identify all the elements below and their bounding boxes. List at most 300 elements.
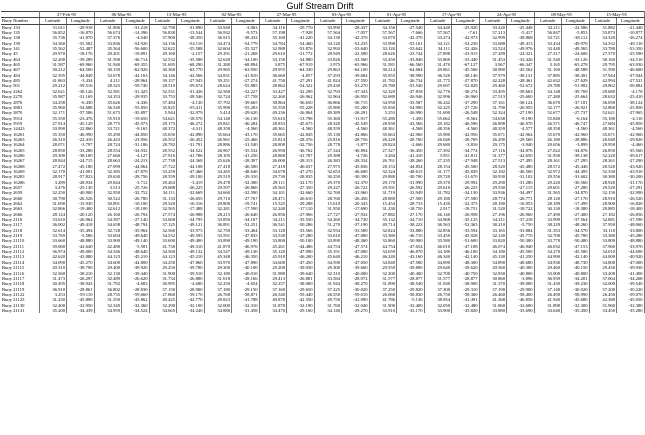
longitude-cell: -26.921	[562, 105, 590, 110]
longitude-cell: -57.823	[67, 174, 95, 179]
latitude-cell: 34.140	[314, 308, 342, 313]
latitude-cell: 36.050	[589, 100, 617, 105]
longitude-cell: -28.166	[232, 276, 260, 281]
latitude-cell: 34.180	[479, 249, 507, 254]
latitude-cell: 56.932	[204, 30, 232, 35]
longitude-cell: -31.602	[562, 174, 590, 179]
latitude-cell: 32.972	[534, 169, 562, 174]
longitude-cell: -67.127	[452, 62, 480, 67]
buoy-number-cell: Buoy 16265	[1, 148, 39, 153]
longitude-cell: -28.546	[177, 94, 205, 99]
latitude-cell: 28.833	[259, 121, 287, 126]
latitude-cell: 29.250	[149, 265, 177, 270]
longitude-cell: -68.894	[232, 62, 260, 67]
latitude-cell: 28.632	[589, 94, 617, 99]
latitude-cell: 48.361	[259, 126, 287, 131]
longitude-cell: -35.580	[177, 57, 205, 62]
latitude-cell: 31.540	[534, 57, 562, 62]
latitude-cell: 33.150	[259, 57, 287, 62]
latitude-cell: 32.604	[204, 46, 232, 51]
longitude-cell: -48.640	[232, 169, 260, 174]
latitude-cell: 32.581	[94, 89, 122, 94]
longitude-cell: -18.400	[617, 206, 645, 211]
latitude-cell: 33.820	[479, 238, 507, 243]
buoy-number-cell: Buoy 21119	[1, 287, 39, 292]
latitude-cell: 29.413	[259, 276, 287, 281]
longitude-cell: -44.163	[122, 73, 150, 78]
buoy-number-cell: Buoy 16266	[1, 153, 39, 158]
longitude-cell: -34.730	[342, 217, 370, 222]
longitude-cell: -17.499	[562, 201, 590, 206]
buoy-number-cell: Buoy 2662	[1, 201, 39, 206]
latitude-cell: 31.550	[94, 297, 122, 302]
table-row	[1, 308, 644, 313]
latitude-cell: 33.721	[94, 126, 122, 131]
latitude-cell: 26.310	[39, 137, 67, 142]
latitude-cell: 29.640	[424, 265, 452, 270]
longitude-cell: -18.100	[122, 206, 150, 211]
longitude-cell: -31.170	[617, 180, 645, 185]
latitude-cell: 36.891	[204, 222, 232, 227]
longitude-cell: -35.690	[507, 308, 535, 313]
latitude-cell: 42.632	[534, 78, 562, 83]
latitude-cell: 29.955	[259, 67, 287, 72]
longitude-cell: -38.146	[452, 73, 480, 78]
longitude-cell: -27.274	[232, 78, 260, 83]
longitude-cell: -34.932	[122, 148, 150, 153]
longitude-cell: -45.549	[342, 121, 370, 126]
longitude-cell: -26.955	[507, 105, 535, 110]
longitude-cell: -45.836	[342, 164, 370, 169]
longitude-cell: -53.350	[617, 46, 645, 51]
longitude-cell: -41.870	[67, 35, 95, 40]
longitude-cell: -49.413	[507, 41, 535, 46]
longitude-cell: -53.640	[342, 46, 370, 51]
date-header: 27-Mar-95	[259, 12, 314, 18]
longitude-cell: -36.450	[397, 148, 425, 153]
longitude-cell: -26.856	[617, 212, 645, 217]
latitude-cell: 3.875	[259, 62, 287, 67]
longitude-cell: -33.970	[617, 244, 645, 249]
latitude-cell: 33.128	[259, 228, 287, 233]
latitude-cell: 33.259	[149, 169, 177, 174]
longitude-cell: -32.669	[177, 190, 205, 195]
longitude-cell: -30.200	[617, 174, 645, 179]
latitude-cell: 29.310	[39, 265, 67, 270]
latitude-cell: 34.260	[314, 217, 342, 222]
latitude-cell: 28.559	[149, 174, 177, 179]
latitude-cell: 28.565	[259, 185, 287, 190]
longitude-cell: -37.564	[562, 217, 590, 222]
latitude-cell: 36.520	[424, 73, 452, 78]
latitude-cell: 3.289	[39, 180, 67, 185]
longitude-cell: -27.295	[562, 158, 590, 163]
longitude-cell: -40.150	[562, 265, 590, 270]
longitude-cell: -51.600	[452, 238, 480, 243]
latitude-cell: 35.671	[479, 132, 507, 137]
longitude-cell: -31.990	[397, 180, 425, 185]
longitude-cell: -28.756	[342, 137, 370, 142]
latitude-cell: 25.626	[204, 158, 232, 163]
latitude-cell: 29.263	[149, 180, 177, 185]
longitude-cell: -29.770	[287, 24, 315, 30]
longitude-cell: -3.877	[342, 142, 370, 147]
latitude-cell: 56.852	[39, 30, 67, 35]
longitude-cell: -35.820	[452, 308, 480, 313]
longitude-cell: -42.770	[177, 297, 205, 302]
latitude-cell: 34.136	[149, 41, 177, 46]
longitude-cell: -28.334	[342, 158, 370, 163]
longitude-cell: -34.870	[562, 190, 590, 195]
longitude-cell: -53.642	[397, 46, 425, 51]
latitude-cell: 30.522	[94, 196, 122, 201]
longitude-cell: -42.140	[452, 254, 480, 259]
date-header: 27-Feb-95	[39, 12, 94, 18]
longitude-cell: -43.920	[617, 164, 645, 169]
longitude-cell: -34.710	[397, 217, 425, 222]
longitude-cell: -8.562	[452, 116, 480, 121]
latitude-cell: 32.620	[204, 57, 232, 62]
longitude-cell: -64.330	[287, 67, 315, 72]
latitude-cell: 32.531	[149, 89, 177, 94]
latitude-cell: 32.300	[369, 271, 397, 276]
longitude-cell: -27.500	[452, 196, 480, 201]
latitude-cell: 39.060	[39, 244, 67, 249]
longitude-cell: -58.830	[397, 292, 425, 297]
latitude-cell: 33.380	[369, 233, 397, 238]
latitude-cell: 37.160	[259, 287, 287, 292]
latitude-cell: 32.150	[589, 190, 617, 195]
latitude-cell: 35.564	[94, 46, 122, 51]
longitude-cell: -52.365	[452, 222, 480, 227]
longitude-cell: -17.110	[287, 206, 315, 211]
longitude-cell: -45.280	[617, 233, 645, 238]
latitude-cell: 33.800	[589, 238, 617, 243]
latitude-cell: 29.800	[204, 201, 232, 206]
buoy-number-cell: Buoy 16267	[1, 158, 39, 163]
longitude-cell: -28.437	[342, 24, 370, 30]
longitude-cell: -23.915	[452, 51, 480, 56]
latitude-cell: 27.392	[424, 148, 452, 153]
longitude-cell: -55.850	[122, 105, 150, 110]
latitude-cell: 30.160	[589, 57, 617, 62]
latitude-cell: 29.680	[424, 142, 452, 147]
latitude-cell: 31.160	[534, 67, 562, 72]
longitude-cell: -32.040	[342, 303, 370, 308]
longitude-cell: -65.966	[342, 62, 370, 67]
longitude-cell: -46.284	[232, 121, 260, 126]
buoy-number-cell: Buoy 2118	[1, 228, 39, 233]
longitude-cell: -54.110	[177, 41, 205, 46]
latitude-cell: 32.793	[314, 89, 342, 94]
longitude-cell: -28.972	[342, 276, 370, 281]
latitude-cell: 36.660	[259, 73, 287, 78]
latitude-cell: 28.900	[589, 201, 617, 206]
longitude-cell: -38.432	[232, 35, 260, 40]
latitude-cell: 33.220	[479, 24, 507, 30]
latitude-cell: 32.680	[369, 94, 397, 99]
latitude-cell: 28.775	[94, 121, 122, 126]
longitude-cell: -19.650	[122, 116, 150, 121]
longitude-cell: -65.278	[562, 62, 590, 67]
latitude-cell: 54.621	[149, 116, 177, 121]
latitude-cell: 28.520	[589, 164, 617, 169]
longitude-cell: -32.370	[342, 180, 370, 185]
longitude-cell: -44.495	[562, 169, 590, 174]
longitude-cell: -21.440	[617, 24, 645, 30]
longitude-cell: -46.600	[342, 169, 370, 174]
latitude-cell: 34.156	[369, 24, 397, 30]
longitude-cell: -35.170	[397, 308, 425, 313]
longitude-cell: -47.870	[122, 169, 150, 174]
latitude-cell: 31.940	[424, 281, 452, 286]
longitude-cell: -40.900	[67, 190, 95, 195]
latitude-cell: 28.949	[314, 51, 342, 56]
longitude-cell: -10.877	[617, 30, 645, 35]
latitude-cell: 27.916	[149, 153, 177, 158]
latitude-cell: 27.513	[479, 94, 507, 99]
longitude-cell: -4.110	[617, 116, 645, 121]
longitude-cell: -25.130	[67, 185, 95, 190]
longitude-cell: -30.020	[562, 287, 590, 292]
longitude-cell: -7.666	[397, 30, 425, 35]
longitude-cell: -39.920	[122, 265, 150, 270]
longitude-cell: -29.310	[232, 174, 260, 179]
latitude-cell: 26.856	[259, 212, 287, 217]
longitude-cell: -38.540	[397, 281, 425, 286]
latitude-cell: 26.967	[204, 148, 232, 153]
longitude-cell: -32.979	[177, 110, 205, 115]
longitude-cell: -42.140	[562, 254, 590, 259]
longitude-cell: -32.752	[122, 190, 150, 195]
latitude-cell: 28.800	[259, 142, 287, 147]
longitude-cell: -50.400	[562, 238, 590, 243]
buoy-number-cell: Buoy 16283	[1, 174, 39, 179]
latitude-cell: 36.866	[314, 100, 342, 105]
longitude-cell: -54.779	[232, 41, 260, 46]
longitude-cell: -29.820	[397, 287, 425, 292]
latitude-cell: 31.520	[479, 206, 507, 211]
longitude-cell: -25.410	[617, 94, 645, 99]
latitude-cell: 32.724	[204, 94, 232, 99]
latitude-cell: 33.936	[479, 190, 507, 195]
longitude-cell: -41.788	[232, 297, 260, 302]
longitude-cell: -41.001	[67, 169, 95, 174]
buoy-number-cell: Buoy 141	[1, 46, 39, 51]
latitude-cell: 31.960	[589, 303, 617, 308]
longitude-cell: -44.854	[397, 164, 425, 169]
latitude-cell: 28.520	[479, 164, 507, 169]
latitude-cell: 36.974	[39, 249, 67, 254]
longitude-cell: -28.886	[562, 137, 590, 142]
longitude-cell: -55.885	[232, 83, 260, 88]
longitude-cell: -38.868	[507, 35, 535, 40]
longitude-cell: -4.654	[232, 281, 260, 286]
latitude-cell: 32.830	[479, 271, 507, 276]
latitude-cell: 35.665	[259, 132, 287, 137]
latitude-cell: 27.882	[369, 212, 397, 217]
longitude-cell: -26.988	[177, 212, 205, 217]
latitude-cell: 34.148	[534, 89, 562, 94]
latitude-cell: 34.130	[314, 35, 342, 40]
longitude-cell: -48.640	[122, 249, 150, 254]
buoy-number-cell: Buoy 21131	[1, 308, 39, 313]
latitude-cell: 27.975	[314, 164, 342, 169]
longitude-cell: -38.112	[562, 35, 590, 40]
latitude-cell: 28.735	[94, 292, 122, 297]
buoy-number-cell: Buoy 2270	[1, 94, 39, 99]
longitude-cell: -1.450	[397, 116, 425, 121]
longitude-cell: -32.310	[232, 303, 260, 308]
longitude-cell: -47.000	[342, 233, 370, 238]
latitude-cell: 32.992	[314, 46, 342, 51]
longitude-cell: -33.566	[287, 228, 315, 233]
longitude-cell: -26.860	[232, 185, 260, 190]
longitude-cell: -35.897	[122, 110, 150, 115]
longitude-cell: -10.100	[122, 201, 150, 206]
latitude-cell: 34.111	[149, 190, 177, 195]
latitude-cell: 27.860	[149, 292, 177, 297]
longitude-cell: -27.115	[507, 185, 535, 190]
date-header: 03-Apr-95	[314, 12, 369, 18]
longitude-cell: -29.918	[67, 24, 95, 30]
latitude-cell: 32.866	[39, 206, 67, 211]
latitude-cell: 15.525	[259, 201, 287, 206]
longitude-cell: -17.690	[342, 206, 370, 211]
buoy-number-cell: Buoy 16286	[1, 180, 39, 185]
latitude-cell: 29.601	[534, 185, 562, 190]
buoy-number-cell: Buoy 21116	[1, 271, 39, 276]
latitude-cell: 29.290	[479, 180, 507, 185]
longitude-cell: -27.170	[562, 196, 590, 201]
longitude-cell: -34.201	[562, 276, 590, 281]
longitude-cell: -20.120	[67, 212, 95, 217]
latitude-cell: 41.824	[314, 78, 342, 83]
longitude-cell: -42.866	[342, 132, 370, 137]
longitude-cell: -27.170	[397, 212, 425, 217]
latitude-cell: 34.101	[259, 190, 287, 195]
latitude-cell: 32.281	[204, 206, 232, 211]
longitude-cell: -27.870	[452, 78, 480, 83]
longitude-cell: -45.180	[67, 164, 95, 169]
latitude-cell: 34.968	[424, 217, 452, 222]
latitude-cell: 27.116	[479, 148, 507, 153]
latitude-cell: 34.890	[424, 260, 452, 265]
latitude-cell: 35.350	[39, 132, 67, 137]
longitude-cell: -45.780	[562, 233, 590, 238]
date-header: 24-Apr-95	[479, 12, 534, 18]
longitude-cell: -46.856	[507, 297, 535, 302]
buoy-number-cell: Buoy 21130	[1, 303, 39, 308]
latitude-cell: 28.624	[204, 83, 232, 88]
latitude-cell: 29.970	[39, 51, 67, 56]
longitude-cell: -26.456	[342, 196, 370, 201]
latitude-cell: 35.664	[204, 132, 232, 137]
latitude-cell: 15.610	[314, 201, 342, 206]
latitude-cell: 37.293	[314, 73, 342, 78]
latitude-cell: 32.240	[259, 206, 287, 211]
longitude-cell: -50.882	[617, 83, 645, 88]
longitude-cell: -46.990	[67, 132, 95, 137]
latitude-cell: 33.880	[479, 308, 507, 313]
buoy-number-cell: Buoy 3881	[1, 105, 39, 110]
longitude-cell: -53.540	[397, 83, 425, 88]
latitude-cell: 30.212	[39, 67, 67, 72]
latitude-cell: 31.870	[259, 303, 287, 308]
latitude-cell: 33.274	[424, 35, 452, 40]
latitude-cell: 35.132	[369, 217, 397, 222]
latitude-cell: 28.161	[534, 158, 562, 163]
latitude-cell: 28.471	[259, 196, 287, 201]
longitude-cell: -64.500	[67, 67, 95, 72]
latitude-cell: 32.290	[149, 303, 177, 308]
latitude-cell: 33.678	[94, 73, 122, 78]
longitude-cell: -25.448	[507, 24, 535, 30]
latitude-cell: 34.180	[424, 249, 452, 254]
longitude-cell: -26.960	[452, 94, 480, 99]
latitude-cell: 32.320	[369, 89, 397, 94]
buoy-number-cell: Buoy 2657	[1, 185, 39, 190]
longitude-cell: -36.762	[287, 148, 315, 153]
latitude-cell: 3.967	[479, 62, 507, 67]
longitude-cell: -35.532	[232, 148, 260, 153]
longitude-cell: -27.767	[232, 196, 260, 201]
longitude-cell: -14.396	[122, 30, 150, 35]
longitude-cell: -3.419	[177, 180, 205, 185]
longitude-cell: -28.769	[452, 137, 480, 142]
longitude-cell: -38.990	[397, 73, 425, 78]
buoy-number-cell: Buoy 21112	[1, 249, 39, 254]
longitude-cell: -6.430	[67, 100, 95, 105]
longitude-cell: -52.235	[342, 41, 370, 46]
longitude-cell: -32.100	[177, 303, 205, 308]
latitude-cell: 33.690	[149, 238, 177, 243]
latitude-cell: 31.950	[314, 206, 342, 211]
latitude-cell: 44.754	[369, 244, 397, 249]
latitude-cell: 35.830	[369, 105, 397, 110]
latitude-cell: 36.540	[94, 105, 122, 110]
latitude-cell: 57.564	[314, 30, 342, 35]
longitude-cell: -33.949	[397, 190, 425, 195]
longitude-cell: -39.663	[507, 89, 535, 94]
longitude-cell: -37.218	[507, 217, 535, 222]
latitude-cell: 48.356	[424, 126, 452, 131]
longitude-cell: -35.964	[122, 228, 150, 233]
longitude-cell: -47.860	[177, 260, 205, 265]
longitude-cell: -39.930	[617, 265, 645, 270]
latitude-cell: 32.200	[39, 57, 67, 62]
longitude-cell: -26.722	[342, 185, 370, 190]
latitude-cell: 31.760	[314, 303, 342, 308]
longitude-cell: -43.160	[397, 254, 425, 259]
latitude-cell: 30.150	[94, 67, 122, 72]
longitude-cell: -32.400	[397, 303, 425, 308]
buoy-number-cell: Buoy 21122	[1, 292, 39, 297]
longitude-cell: -4.683	[122, 281, 150, 286]
latitude-cell: 37.792	[204, 100, 232, 105]
buoy-number-cell: Buoy 2117	[1, 222, 39, 227]
longitude-cell: -41.491	[452, 297, 480, 302]
latitude-cell: 36.939	[534, 276, 562, 281]
latitude-cell: 33.890	[314, 238, 342, 243]
latitude-cell: 28.261	[589, 158, 617, 163]
latitude-cell: 31.719	[369, 190, 397, 195]
longitude-cell: -24.213	[122, 158, 150, 163]
longitude-cell: -4.560	[232, 126, 260, 131]
longitude-cell: -27.966	[287, 212, 315, 217]
longitude-cell: -38.223	[397, 222, 425, 227]
longitude-cell: -46.272	[177, 121, 205, 126]
